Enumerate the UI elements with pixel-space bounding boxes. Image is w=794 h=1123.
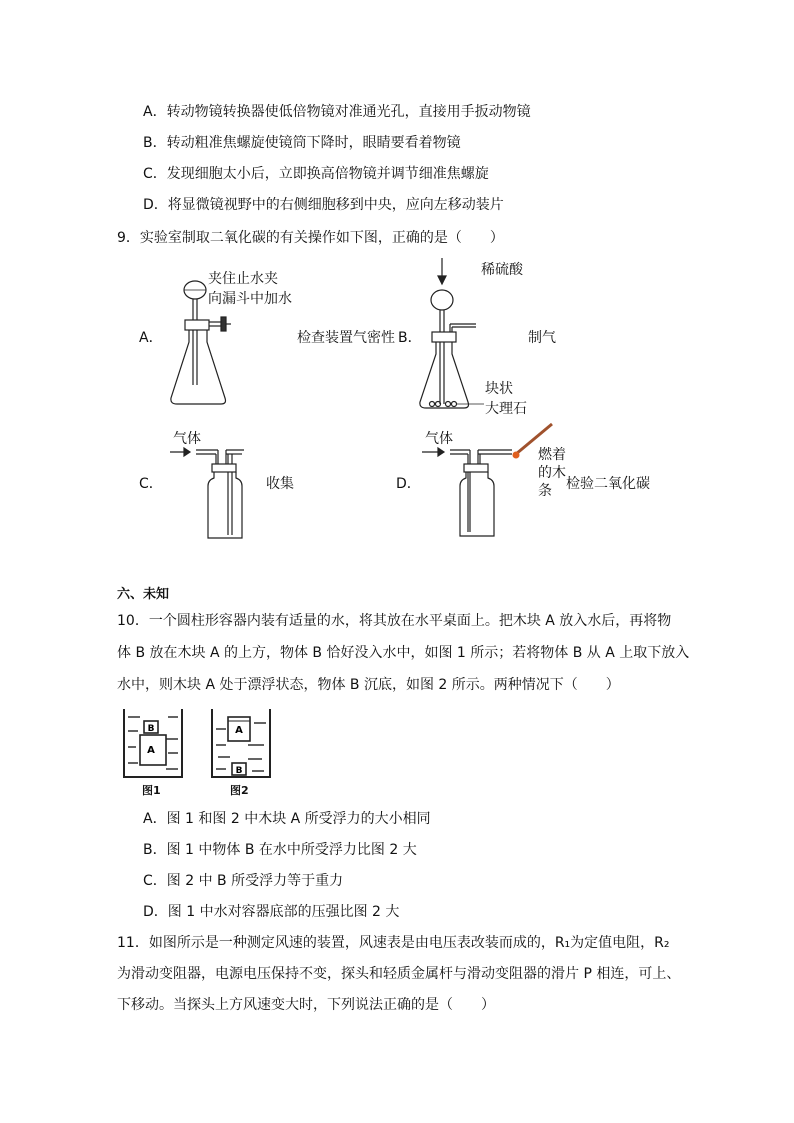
q10-stem-2: 体 B 放在木块 A 的上方，物体 B 恰好没入水中，如图 1 所示；若将物体 B 从 A 上取下放入 [117,645,690,661]
q9-d-gas: 气体 [425,431,453,447]
q10-stem-3: 水中，则木块 A 处于漂浮状态，物体 B 沉底，如图 2 所示。两种情况下（ ） [117,677,620,693]
q9-figure-c [168,440,268,540]
q10-option-b: B．图 1 中物体 B 在水中所受浮力比图 2 大 [143,842,417,858]
q9-c-caption: 收集 [266,476,294,492]
section-heading: 六、未知 [117,587,170,602]
q10-fig1-block-a: A [147,745,155,756]
q8-option-b: B．转动粗准焦螺旋使镜筒下降时，眼睛要看着物镜 [143,135,461,151]
q10-option-a: A．图 1 和图 2 中木块 A 所受浮力的大小相同 [143,811,431,827]
q9-b-acid: 稀硫酸 [481,262,523,278]
q9-a-note-1: 夹住止水夹 [208,271,278,287]
q9-a-caption: 检查装置气密性 [297,330,395,346]
q10-fig2-block-b: B [235,766,243,776]
q9-c-letter: C． [139,476,163,492]
q8-option-d: D．将显微镜视野中的右侧细胞移到中央，应向左移动装片 [143,197,504,213]
q9-a-note-2: 向漏斗中加水 [208,291,292,307]
q11-line-3: 下移动。当探头上方风速变大时，下列说法正确的是（ ） [117,997,495,1013]
q8-option-a: A．转动物镜转换器使低倍物镜对准通光孔，直接用手扳动物镜 [143,104,531,120]
q10-fig2-caption: 图2 [230,784,249,797]
q11-line-1: 11．如图所示是一种测定风速的装置，风速表是由电压表改装而成的，R₁为定值电阻，R₂ [117,935,670,951]
q9-d-letter: D． [396,476,421,492]
q9-c-gas: 气体 [173,431,201,447]
q9-b-caption: 制气 [528,330,556,346]
q9-d-stick-2: 的木 [538,465,566,481]
q9-stem: 9．实验室制取二氧化碳的有关操作如下图，正确的是（ ） [117,230,504,246]
q9-d-stick-3: 条 [538,483,552,499]
q9-b-solid-2: 大理石 [485,401,527,417]
q8-option-c: C．发现细胞太小后，立即换高倍物镜并调节细准焦螺旋 [143,166,489,182]
q9-a-letter: A． [139,330,163,346]
q9-d-stick-1: 燃着 [538,447,566,463]
q10-option-c: C．图 2 中 B 所受浮力等于重力 [143,873,344,889]
q9-d-caption: 检验二氧化碳 [566,476,650,492]
q9-b-letter: B． [398,330,422,346]
q10-fig1-block-b: B [147,724,155,734]
q9-figure-b [418,256,538,416]
q11-line-2: 为滑动变阻器，电源电压保持不变，探头和轻质金属杆与滑动变阻器的滑片 P 相连，可上、 [117,966,681,982]
q10-stem-1: 10．一个圆柱形容器内装有适量的水，将其放在水平桌面上。把木块 A 放入水后，再将物 [117,613,672,629]
q10-option-d: D．图 1 中水对容器底部的压强比图 2 大 [143,904,400,920]
q10-fig2-block-a: A [235,725,243,736]
q9-b-solid-1: 块状 [485,381,513,397]
q10-fig1-caption: 图1 [142,784,161,797]
